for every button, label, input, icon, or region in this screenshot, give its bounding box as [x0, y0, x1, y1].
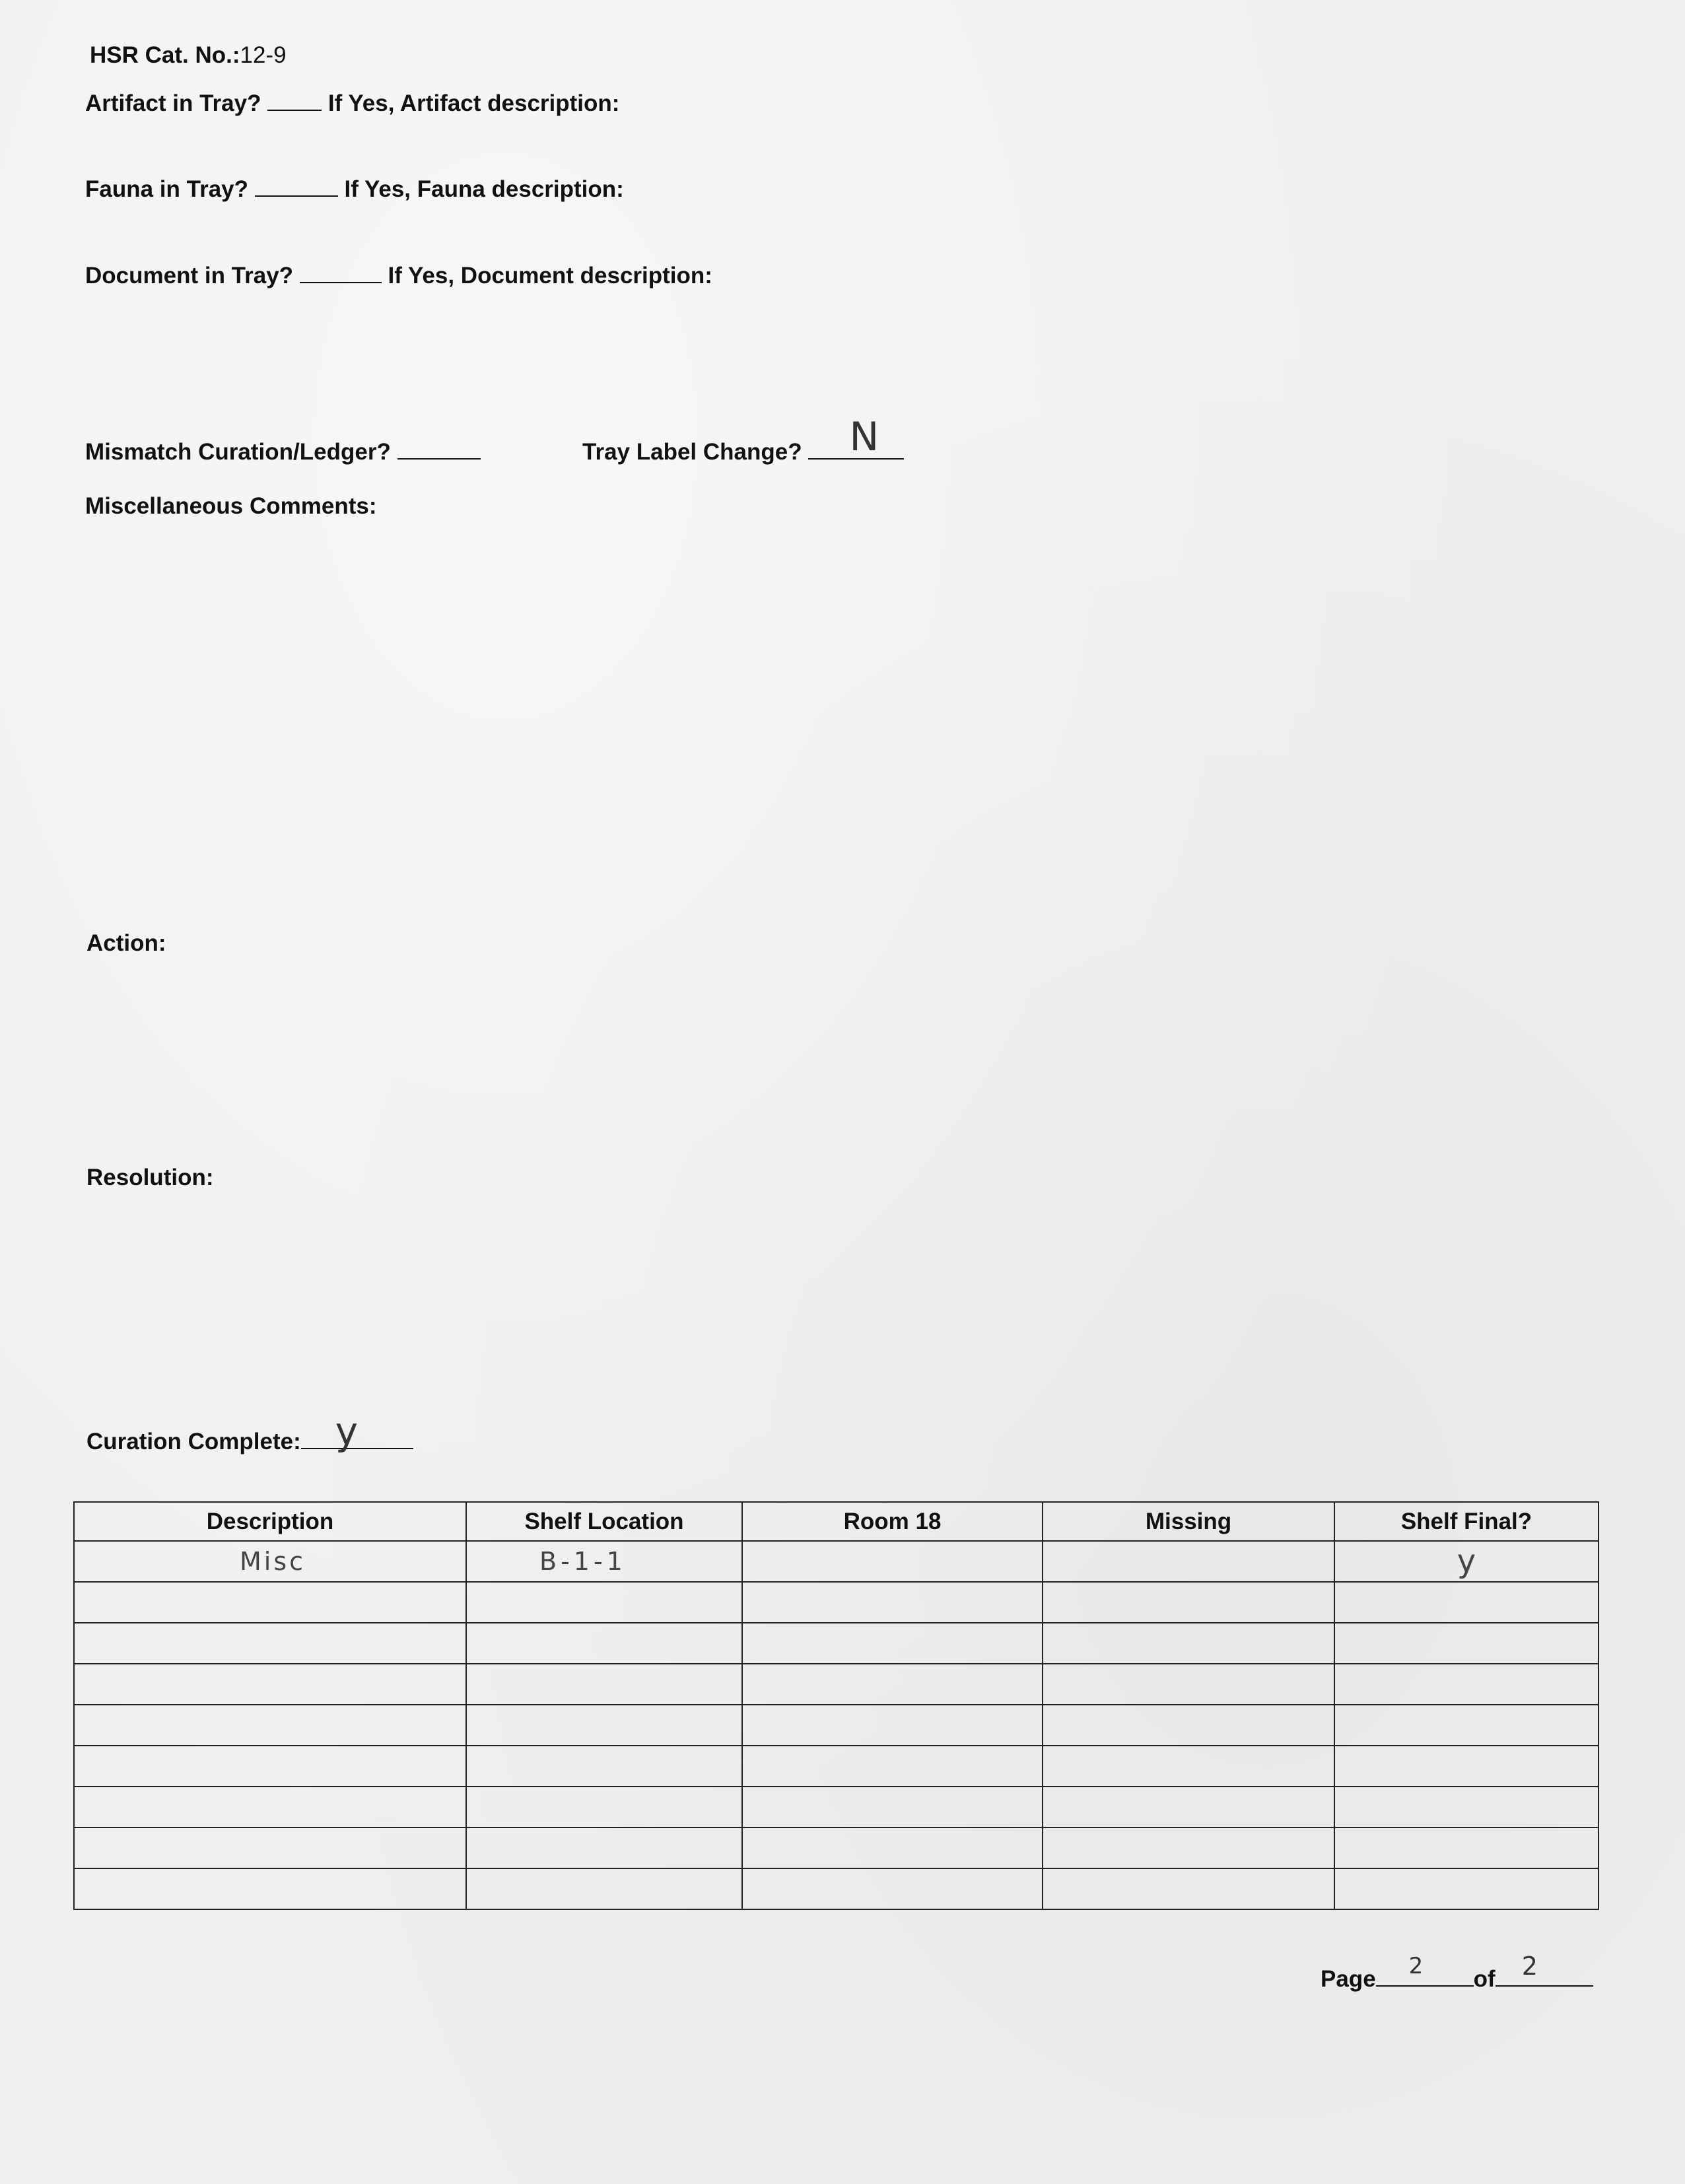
curation-complete-label: Curation Complete: — [86, 1429, 301, 1454]
cell-room-18[interactable] — [742, 1582, 1043, 1623]
cell-room-18[interactable] — [742, 1664, 1043, 1705]
table-row — [74, 1623, 1599, 1664]
table-header-row — [74, 1502, 1599, 1541]
cell-shelf-location[interactable] — [466, 1705, 742, 1746]
table-row — [74, 1787, 1599, 1827]
mismatch-question: Mismatch Curation/Ledger? — [85, 439, 391, 465]
cell-description[interactable] — [74, 1623, 466, 1664]
cell-missing[interactable] — [1043, 1664, 1334, 1705]
curation-complete-blank[interactable] — [301, 1409, 413, 1454]
cell-shelf-final[interactable] — [1334, 1787, 1599, 1827]
cell-missing[interactable] — [1043, 1705, 1334, 1746]
hsr-cat-no — [90, 44, 287, 67]
page-number-handwritten: 2 — [1408, 1953, 1424, 1979]
cell-description[interactable] — [74, 1664, 466, 1705]
fauna-row — [85, 174, 624, 201]
cell-room-18[interactable] — [742, 1827, 1043, 1868]
cell-description[interactable] — [74, 1827, 466, 1868]
misc-comments-label: Miscellaneous Comments: — [85, 493, 377, 519]
cell-room-18[interactable] — [742, 1705, 1043, 1746]
resolution-label: Resolution: — [86, 1165, 214, 1190]
page-total-blank[interactable] — [1496, 1952, 1593, 1987]
cell-missing[interactable] — [1043, 1746, 1334, 1787]
cell-shelf-final[interactable] — [1334, 1623, 1599, 1664]
cell-missing[interactable] — [1043, 1787, 1334, 1827]
cell-shelf-location[interactable] — [466, 1664, 742, 1705]
cell-shelf-final[interactable] — [1334, 1746, 1599, 1787]
tray-label-handwritten-value: N — [849, 414, 879, 460]
cell-shelf-final[interactable] — [1334, 1582, 1599, 1623]
cell-description[interactable] — [74, 1787, 466, 1827]
curation-complete-row — [86, 1409, 413, 1454]
table-row — [74, 1827, 1599, 1868]
mismatch-answer-blank[interactable] — [397, 437, 481, 460]
cell-room-18[interactable] — [742, 1623, 1043, 1664]
page-footer — [1321, 1952, 1593, 1992]
page-total-handwritten: 2 — [1521, 1952, 1538, 1981]
tray-label-question: Tray Label Change? — [582, 439, 802, 465]
cell-room-18[interactable] — [742, 1746, 1043, 1787]
cell-missing[interactable] — [1043, 1582, 1334, 1623]
artifact-description-label: If Yes, Artifact description: — [327, 90, 620, 116]
artifact-row — [85, 88, 619, 115]
col-header-shelf-final: Shelf Final? — [1334, 1502, 1599, 1541]
cell-shelf-location[interactable] — [466, 1582, 742, 1623]
table-row — [74, 1541, 1599, 1582]
curation-complete-handwritten-value: y — [335, 1409, 359, 1454]
col-header-shelf-location: Shelf Location — [466, 1502, 742, 1541]
document-row — [85, 261, 712, 287]
document-description-label: If Yes, Document description: — [388, 263, 712, 289]
cell-room-18[interactable] — [742, 1541, 1043, 1582]
shelf-table — [73, 1501, 1599, 1910]
artifact-question: Artifact in Tray? — [85, 90, 261, 116]
table-row — [74, 1705, 1599, 1746]
tray-label-row — [582, 414, 904, 465]
action-label: Action: — [86, 930, 166, 956]
hsr-cat-value: 12-9 — [240, 42, 287, 68]
cell-shelf-final[interactable] — [1334, 1868, 1599, 1909]
cell-missing[interactable] — [1043, 1868, 1334, 1909]
cell-description[interactable] — [74, 1705, 466, 1746]
cell-missing[interactable] — [1043, 1541, 1334, 1582]
cell-shelf-location[interactable] — [466, 1787, 742, 1827]
table-row — [74, 1746, 1599, 1787]
cell-shelf-final[interactable]: y — [1334, 1541, 1599, 1582]
table-row — [74, 1868, 1599, 1909]
cell-description[interactable] — [74, 1868, 466, 1909]
tray-label-answer-blank[interactable] — [808, 414, 904, 460]
cell-shelf-location[interactable] — [466, 1827, 742, 1868]
cell-shelf-final[interactable] — [1334, 1827, 1599, 1868]
cell-missing[interactable] — [1043, 1827, 1334, 1868]
cell-room-18[interactable] — [742, 1868, 1043, 1909]
cell-shelf-location[interactable] — [466, 1746, 742, 1787]
fauna-description-label: If Yes, Fauna description: — [344, 176, 624, 202]
fauna-answer-blank[interactable] — [255, 174, 338, 197]
cell-description[interactable] — [74, 1582, 466, 1623]
cell-missing[interactable] — [1043, 1623, 1334, 1664]
document-question: Document in Tray? — [85, 263, 294, 289]
cell-shelf-final[interactable] — [1334, 1664, 1599, 1705]
cell-shelf-location[interactable]: B-1-1 — [466, 1541, 742, 1582]
col-header-room-18: Room 18 — [742, 1502, 1043, 1541]
col-header-missing: Missing — [1043, 1502, 1334, 1541]
table-row — [74, 1582, 1599, 1623]
cell-description[interactable]: Misc — [74, 1541, 466, 1582]
artifact-answer-blank[interactable] — [267, 88, 322, 111]
col-header-description: Description — [74, 1502, 466, 1541]
page-label: Page — [1321, 1966, 1376, 1992]
fauna-question: Fauna in Tray? — [85, 176, 248, 202]
cell-room-18[interactable] — [742, 1787, 1043, 1827]
cell-description[interactable] — [74, 1746, 466, 1787]
hsr-cat-label: HSR Cat. No.: — [90, 42, 240, 68]
table-row — [74, 1664, 1599, 1705]
of-label: of — [1473, 1966, 1496, 1992]
cell-shelf-final[interactable] — [1334, 1705, 1599, 1746]
cell-shelf-location[interactable] — [466, 1623, 742, 1664]
mismatch-row — [85, 437, 481, 463]
page-number-blank[interactable] — [1376, 1953, 1474, 1987]
document-answer-blank[interactable] — [300, 261, 382, 283]
cell-shelf-location[interactable] — [466, 1868, 742, 1909]
